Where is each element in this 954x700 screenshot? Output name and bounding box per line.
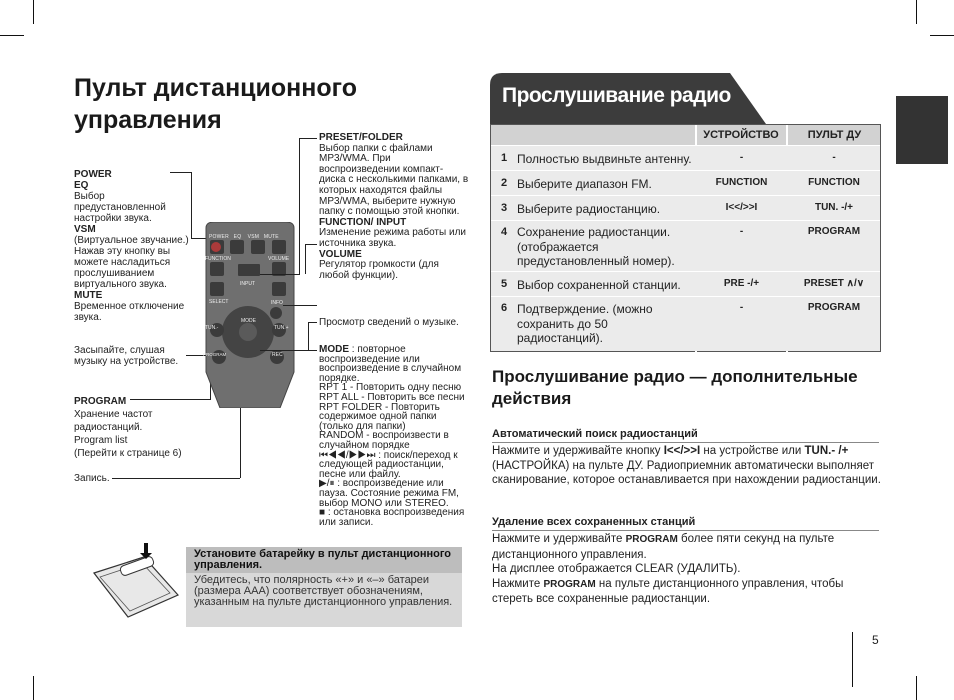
row-text: Выберите диапазон FM.	[517, 177, 652, 191]
program-label: PROGRAM Хранение частот радиостанций. Program list (Перейти к странице 6)	[74, 396, 182, 459]
remote-key-tun-minus: TUN.-	[205, 325, 219, 331]
row-num: 5	[501, 278, 508, 290]
row-device: FUNCTION	[715, 177, 768, 188]
row-text: Сохранение радиостанции. (отображается предустановленный номер).	[517, 225, 675, 268]
row-device: -	[739, 302, 744, 313]
battery-illustration	[86, 543, 186, 623]
sleep-label: Засыпайте, слушая музыку на устройстве.	[74, 345, 179, 367]
row-num: 2	[501, 177, 508, 189]
row-device: I<</>>I	[725, 202, 758, 213]
section-banner: Прослушивание радио	[502, 84, 731, 107]
remote-key-labels: POWER EQ VSM MUTE	[209, 234, 279, 240]
row-remote: PROGRAM	[807, 226, 861, 237]
crop-mark	[33, 0, 34, 24]
row-text: Подтверждение. (можно сохранить до 50 радиостанций).	[517, 302, 653, 345]
delete-all-text: Нажмите и удерживайте PROGRAM более пяти секунд на пульте дистанционного управления. На дисплее отображается CLEAR (УДАЛИТЬ). Нажмите PROGRAM на пульте дистанционного управления, чтобы стереть все сохраненные радиостанции.	[492, 533, 844, 605]
row-text: Выберите радиостанцию.	[517, 202, 661, 216]
row-remote: FUNCTION	[808, 177, 860, 188]
info-label: Просмотр сведений о музыке.	[319, 317, 459, 328]
remote-key-program: PROGRAM	[203, 352, 227, 357]
row-num: 6	[501, 302, 508, 314]
row-num: 4	[501, 226, 508, 238]
row-text: Выбор сохраненной станции.	[517, 278, 681, 292]
remote-key-function: FUNCTION	[205, 256, 231, 262]
crop-mark	[916, 676, 917, 700]
remote-key-info: INFO	[271, 300, 283, 306]
radio-table	[490, 124, 881, 352]
right-labels: PRESET/FOLDER Выбор папки с файлами MP3/WMA. При воспроизведении компакт-диска с несколькими папками, в которых находятся файлы MP3/WMA, выберите нужную папку с помощью этой кнопки. FUNCTION/ INPUT Изменение режима работы или источника звука. VOLUME Регулятор громкости (для любой функции).	[319, 132, 469, 281]
section-tab	[896, 96, 948, 164]
mode-label: MODE : повторное воспроизведение или воспроизведение в случайном порядке. RPT 1 - Повторить одну песню RPT ALL - Повторить все песни RPT FOLDER - Повторить содержимое одной папки (только для папки) RANDOM - воспроизвести в случайном порядке ⏮◀◀/▶▶⏭ : поиск/переход к следующей радиостанции, песне или файлу. ▶/⏸ : воспроизведение или пауза. Состояние режима FM, выбор MONO или STEREO. ■ : остановка воспроизведения или записи.	[319, 344, 465, 528]
crop-mark	[930, 35, 954, 36]
row-num: 1	[501, 152, 508, 164]
row-remote: PROGRAM	[807, 302, 861, 313]
row-device: PRE -/+	[723, 278, 760, 289]
extra-section-title: Прослушивание радио — дополнительные действия	[492, 367, 858, 408]
crop-mark	[33, 676, 34, 700]
delete-all-title: Удаление всех сохраненных станций	[492, 516, 696, 528]
auto-search-title: Автоматический поиск радиостанций	[492, 428, 698, 440]
row-device: -	[739, 226, 744, 237]
row-num: 3	[501, 202, 508, 214]
auto-search-text: Нажмите и удерживайте кнопку I<</>>I на устройстве или TUN.- /+ (НАСТРОЙКА) на пульте ДУ. Радиоприемник автоматически выполняет сканирование, которое останавливается при нахождении радиостанции.	[492, 445, 881, 486]
row-remote: PRESET ∧/∨	[803, 278, 865, 289]
remote-key-volume: VOLUME	[268, 256, 290, 262]
th-device: УСТРОЙСТВО	[703, 129, 779, 141]
row-device: -	[739, 152, 744, 163]
left-labels: POWER EQ Выбор предустановленной настройки звука. VSM (Виртуальное звучание.) Нажав эту кнопку вы можете насладиться прослушиванием виртуального звука. MUTE Временное отключение звука.	[74, 169, 189, 323]
th-remote: ПУЛЬТ ДУ	[807, 129, 862, 141]
crop-mark	[916, 0, 917, 24]
crop-mark	[0, 35, 24, 36]
page-title: Пульт дистанционного управления	[74, 74, 358, 134]
crop-mark	[852, 632, 853, 687]
remote-key-mode: MODE	[241, 318, 256, 324]
battery-note-body: Убедитесь, что полярность «+» и «–» батареи (размера AAA) соответствует обозначениям, указанным на пульте дистанционного управления.	[186, 573, 462, 627]
remote-key-rec: REC	[272, 352, 283, 358]
remote-control-image	[200, 222, 300, 408]
remote-key-select: SELECT	[209, 299, 229, 305]
row-remote: -	[832, 152, 836, 163]
page-number: 5	[872, 633, 879, 647]
remote-key-input: INPUT	[240, 281, 255, 287]
battery-note-title: Установите батарейку в пульт дистанционного управления.	[186, 547, 462, 573]
row-remote: TUN. -/+	[814, 202, 854, 213]
row-text: Полностью выдвиньте антенну.	[517, 152, 692, 166]
record-label: Запись.	[74, 473, 110, 484]
remote-key-tun-plus: TUN.+	[274, 325, 289, 331]
